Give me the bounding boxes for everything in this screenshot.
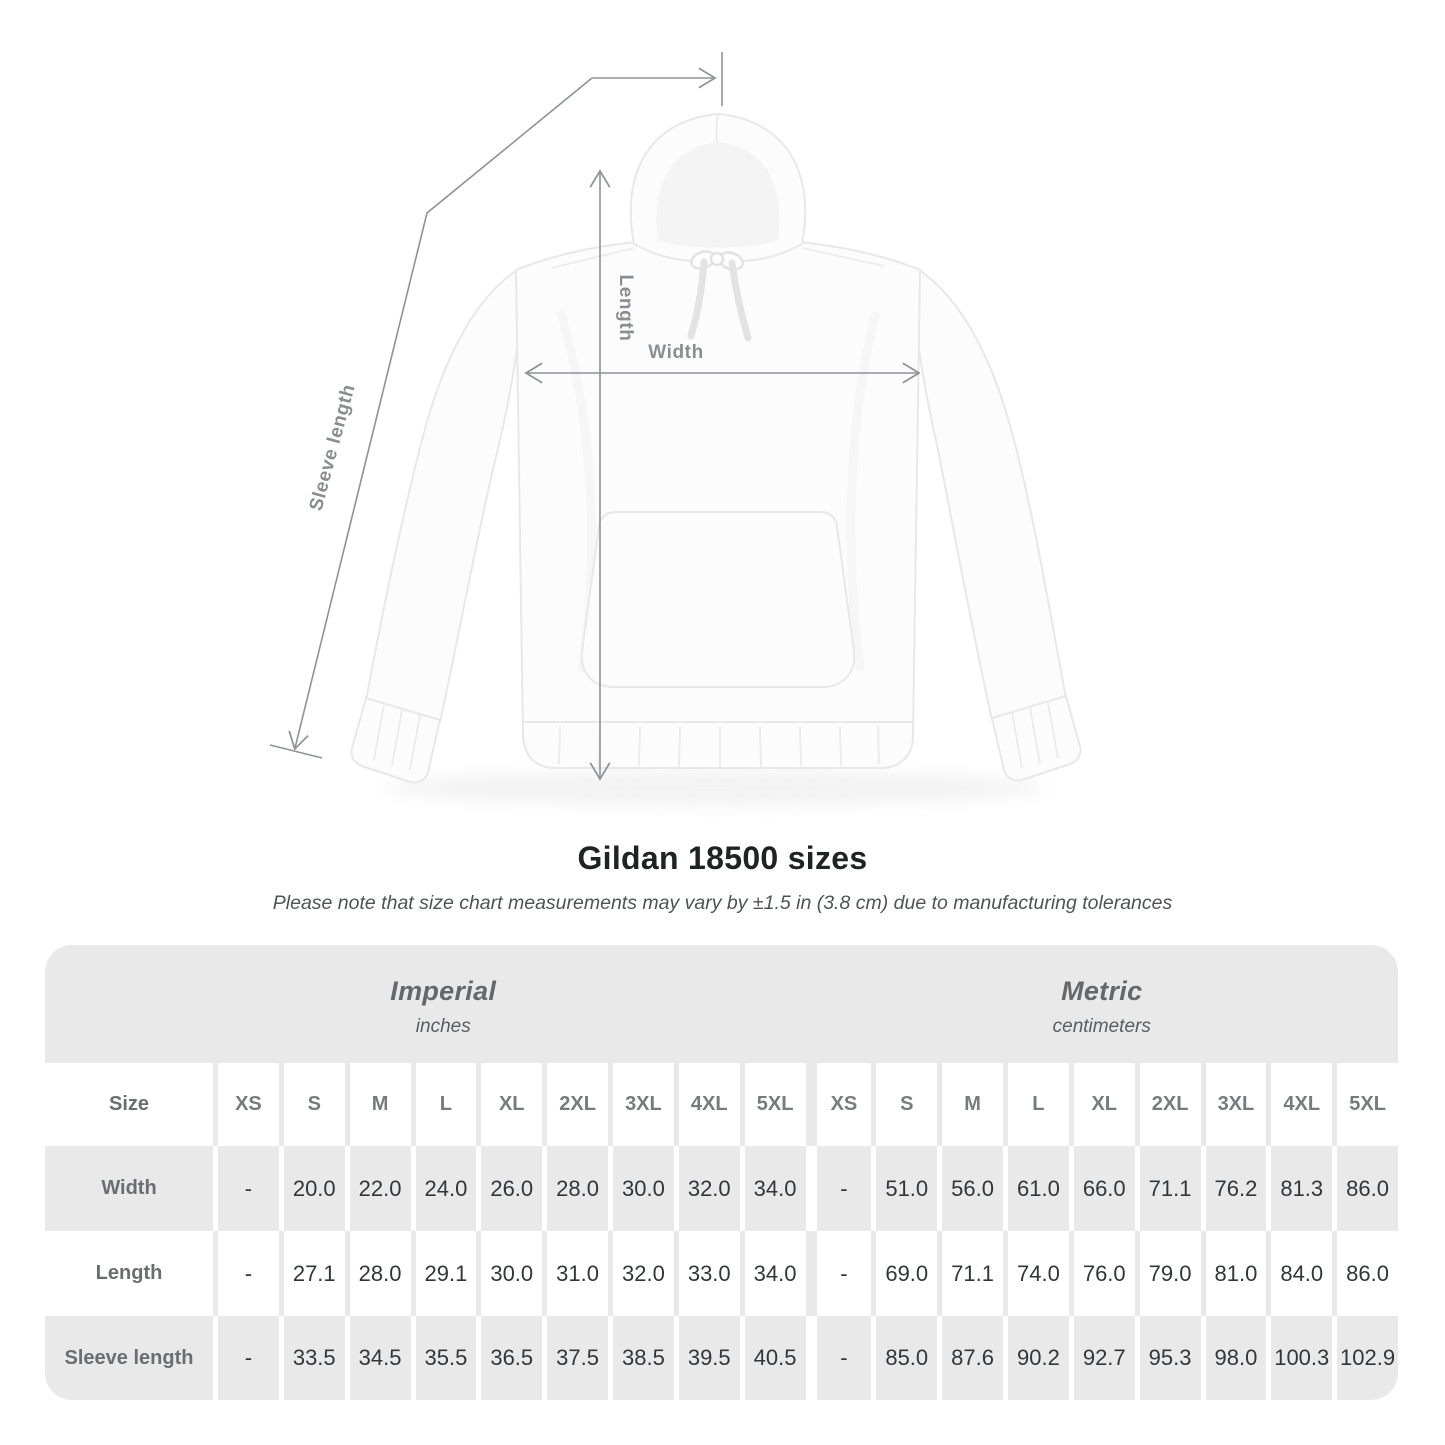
value-cell: 34.0 bbox=[740, 1146, 806, 1231]
value-cell: 30.0 bbox=[476, 1231, 542, 1316]
drawstring-knot bbox=[711, 253, 723, 265]
value-cell: 71.1 bbox=[937, 1231, 1003, 1316]
size-table-rows bbox=[45, 1063, 1398, 1400]
length-label: Length bbox=[615, 274, 636, 342]
imperial-title: Imperial bbox=[390, 976, 497, 1006]
hoodie-left-sleeve bbox=[366, 268, 524, 722]
value-cell: 34.5 bbox=[345, 1316, 411, 1400]
size-table bbox=[45, 945, 1398, 1400]
value-cell: - bbox=[213, 1316, 279, 1400]
value-cell: 27.1 bbox=[279, 1231, 345, 1316]
size-header-row bbox=[45, 1063, 1398, 1146]
value-cell: 81.3 bbox=[1266, 1146, 1332, 1231]
value-cell: 71.1 bbox=[1135, 1146, 1201, 1231]
row-label: Length bbox=[95, 1262, 163, 1284]
value-cell: 36.5 bbox=[476, 1316, 542, 1400]
size-col-header: XS bbox=[806, 1063, 872, 1146]
value-cell: 74.0 bbox=[1003, 1231, 1069, 1316]
size-col-header: 2XL bbox=[1135, 1063, 1201, 1146]
value-cell: 87.6 bbox=[937, 1316, 1003, 1400]
imperial-unit-header bbox=[63, 945, 824, 1063]
value-cell: 95.3 bbox=[1135, 1316, 1201, 1400]
size-col-header: L bbox=[411, 1063, 477, 1146]
measurement-row bbox=[45, 1146, 1398, 1231]
size-col-header: S bbox=[279, 1063, 345, 1146]
value-cell: 28.0 bbox=[542, 1146, 608, 1231]
size-column-header: Size bbox=[108, 1093, 150, 1115]
size-col-header: L bbox=[1003, 1063, 1069, 1146]
value-cell: 34.0 bbox=[740, 1231, 806, 1316]
value-cell: 76.2 bbox=[1201, 1146, 1267, 1231]
size-col-header: 3XL bbox=[608, 1063, 674, 1146]
metric-unit-header bbox=[806, 945, 1399, 1063]
size-col-header: XL bbox=[1069, 1063, 1135, 1146]
value-cell: 100.3 bbox=[1266, 1316, 1332, 1400]
size-col-header: 3XL bbox=[1201, 1063, 1267, 1146]
size-col-header: XL bbox=[476, 1063, 542, 1146]
value-cell: 86.0 bbox=[1332, 1146, 1398, 1231]
value-cell: 32.0 bbox=[608, 1231, 674, 1316]
hoodie-pocket bbox=[582, 512, 854, 687]
size-col-header: XS bbox=[213, 1063, 279, 1146]
value-cell: - bbox=[806, 1231, 872, 1316]
value-cell: 81.0 bbox=[1201, 1231, 1267, 1316]
value-cell: 20.0 bbox=[279, 1146, 345, 1231]
value-cell: 40.5 bbox=[740, 1316, 806, 1400]
value-cell: 33.5 bbox=[279, 1316, 345, 1400]
metric-title: Metric bbox=[1061, 976, 1143, 1006]
value-cell: - bbox=[213, 1231, 279, 1316]
size-col-header: 4XL bbox=[674, 1063, 740, 1146]
value-cell: 32.0 bbox=[674, 1146, 740, 1231]
value-cell: - bbox=[806, 1146, 872, 1231]
metric-units: centimeters bbox=[1052, 1016, 1151, 1037]
size-col-header: S bbox=[871, 1063, 937, 1146]
value-cell: 30.0 bbox=[608, 1146, 674, 1231]
measurement-row bbox=[45, 1316, 1398, 1400]
size-col-header: M bbox=[345, 1063, 411, 1146]
hoodie-body bbox=[516, 238, 920, 768]
value-cell: 66.0 bbox=[1069, 1146, 1135, 1231]
size-col-header: 4XL bbox=[1266, 1063, 1332, 1146]
value-cell: 28.0 bbox=[345, 1231, 411, 1316]
value-cell: 90.2 bbox=[1003, 1316, 1069, 1400]
sleeve-length-label: Sleeve length bbox=[305, 381, 360, 514]
unit-header-band bbox=[45, 945, 1398, 1063]
value-cell: 38.5 bbox=[608, 1316, 674, 1400]
value-cell: 98.0 bbox=[1201, 1316, 1267, 1400]
value-cell: 56.0 bbox=[937, 1146, 1003, 1231]
value-cell: 79.0 bbox=[1135, 1231, 1201, 1316]
value-cell: 92.7 bbox=[1069, 1316, 1135, 1400]
hoodie-hem-band bbox=[523, 722, 913, 768]
row-label: Sleeve length bbox=[64, 1346, 194, 1369]
value-cell: 84.0 bbox=[1266, 1231, 1332, 1316]
value-cell: 26.0 bbox=[476, 1146, 542, 1231]
value-cell: 61.0 bbox=[1003, 1146, 1069, 1231]
value-cell: 31.0 bbox=[542, 1231, 608, 1316]
value-cell: 86.0 bbox=[1332, 1231, 1398, 1316]
value-cell: 51.0 bbox=[871, 1146, 937, 1231]
value-cell: - bbox=[806, 1316, 872, 1400]
value-cell: 24.0 bbox=[411, 1146, 477, 1231]
size-col-header: 5XL bbox=[740, 1063, 806, 1146]
value-cell: 69.0 bbox=[871, 1231, 937, 1316]
value-cell: 39.5 bbox=[674, 1316, 740, 1400]
hoodie-shadow bbox=[385, 770, 1045, 806]
page-title: Gildan 18500 sizes bbox=[577, 840, 868, 876]
hoodie-right-sleeve bbox=[912, 268, 1066, 720]
measurement-row bbox=[45, 1231, 1398, 1316]
heading-block bbox=[0, 840, 1445, 915]
value-cell: 85.0 bbox=[871, 1316, 937, 1400]
value-cell: 33.0 bbox=[674, 1231, 740, 1316]
value-cell: 37.5 bbox=[542, 1316, 608, 1400]
value-cell: 35.5 bbox=[411, 1316, 477, 1400]
value-cell: - bbox=[213, 1146, 279, 1231]
hoodie-illustration bbox=[351, 114, 1080, 783]
value-cell: 102.9 bbox=[1332, 1316, 1398, 1400]
row-label: Width bbox=[101, 1177, 157, 1199]
value-cell: 22.0 bbox=[345, 1146, 411, 1231]
value-cell: 76.0 bbox=[1069, 1231, 1135, 1316]
tolerance-note: Please note that size chart measurements may vary by ±1.5 in (3.8 cm) due to manufacturing tolerances bbox=[272, 892, 1173, 914]
size-col-header: 5XL bbox=[1332, 1063, 1398, 1146]
imperial-units: inches bbox=[415, 1016, 471, 1037]
width-label: Width bbox=[648, 342, 704, 363]
size-col-header: 2XL bbox=[542, 1063, 608, 1146]
size-col-header: M bbox=[937, 1063, 1003, 1146]
value-cell: 29.1 bbox=[411, 1231, 477, 1316]
